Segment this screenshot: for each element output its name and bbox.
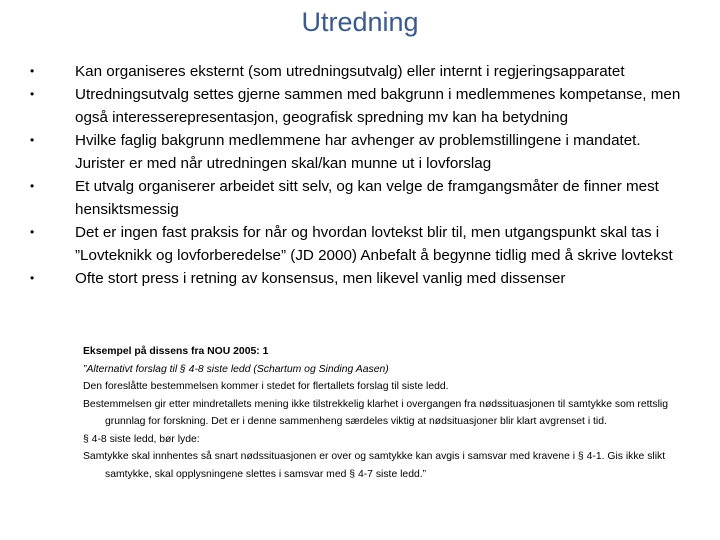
example-line: § 4-8 siste ledd, bør lyde: [83,433,200,445]
dissent-example [83,343,683,483]
example-line: Samtykke skal innhentes så snart nødssituasjonen er over og samtykke kan avgis i samsvar med kravene i § 4-1. Gis ikke slikt samtykke, skal opplysningene slettes i samsvar med § 4-7 siste ledd.” [83,451,666,480]
slide-title: Utredning [301,7,419,37]
example-line: Bestemmelsen gir etter mindretallets mening ikke tilstrekkelig klarhet i overgangen fra nødssituasjonen til samtykke som rettslig grunnlag for forskning. Det er i denne sammenheng særdeles viktig at nødsituasjoner blir klart avgrenset i tid. [83,398,669,427]
bullet-item [24,129,694,175]
bullet-text: Ofte stort press i retning av konsensus, men likevel vanlig med dissenser [75,270,566,287]
example-heading: Eksempel på dissens fra NOU 2005: 1 [83,346,269,357]
bullet-list [24,60,694,290]
bullet-text: Det er ingen fast praksis for når og hvordan lovtekst blir til, men utgangspunkt skal tas i ”Lovteknikk og lovforberedelse” (JD 2000) Anbefalt å begynne tidlig med å skrive lovtekst [75,224,673,264]
bullet-dot-icon: • [30,179,35,193]
bullet-dot-icon: • [30,225,35,239]
bullet-text: Kan organiseres eksternt (som utredningsutvalg) eller internt i regjeringsapparatet [75,63,625,80]
example-line: Den foreslåtte bestemmelsen kommer i stedet for flertallets forslag til siste ledd. [83,381,449,392]
bullet-dot-icon: • [30,64,35,78]
bullet-text: Utredningsutvalg settes gjerne sammen med bakgrunn i medlemmenes kompetanse, men også interesserepresentasjon, geografisk spredning mv kan ha betydning [75,86,681,126]
bullet-item [24,175,694,221]
bullet-item [24,221,694,267]
bullet-item [24,267,694,290]
example-alt-title: ”Alternativt forslag til § 4-8 siste ledd (Schartum og Sinding Aasen) [83,363,389,375]
bullet-item [24,60,694,83]
bullet-dot-icon: • [30,271,35,285]
bullet-text: Et utvalg organiserer arbeidet sitt selv, og kan velge de framgangsmåter de finner mest hensiktsmessig [75,178,659,218]
bullet-text: Hvilke faglig bakgrunn medlemmene har avhenger av problemstillingene i mandatet. Jurister er med når utredningen skal/kan munne ut i lovforslag [75,132,641,172]
bullet-item [24,83,694,129]
bullet-dot-icon: • [30,87,35,101]
bullet-dot-icon: • [30,133,35,147]
